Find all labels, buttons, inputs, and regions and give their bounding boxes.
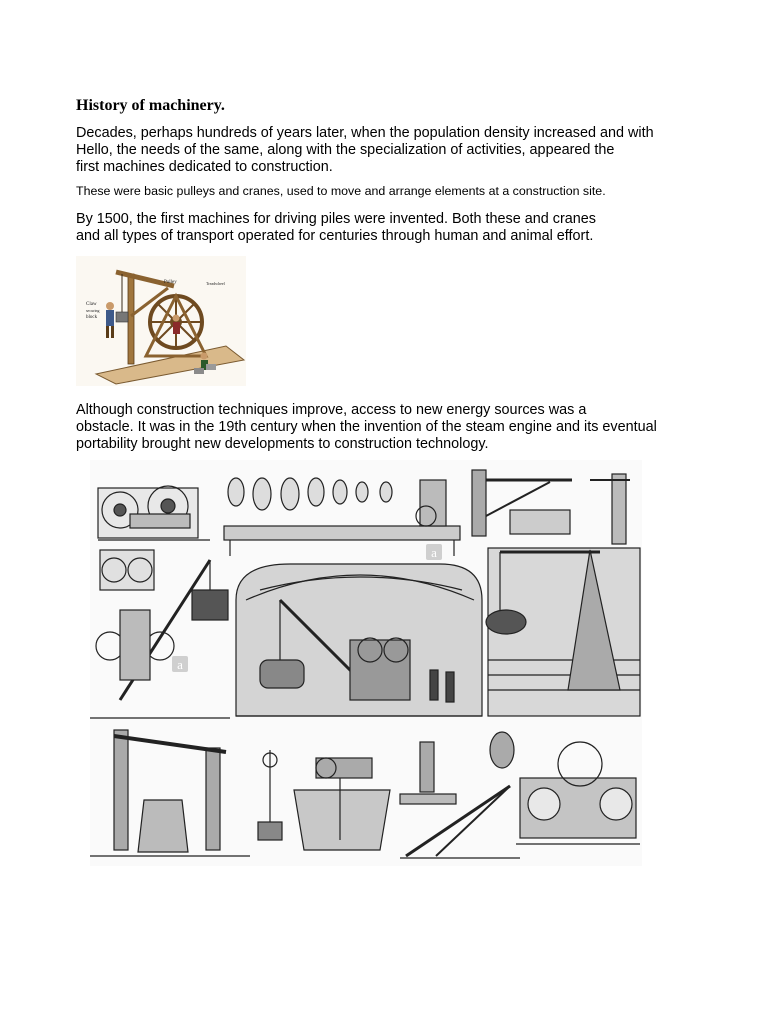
page-title: History of machinery. bbox=[76, 97, 225, 114]
label-claw: Claw bbox=[86, 302, 97, 307]
machinery-engraving-plate bbox=[90, 460, 642, 866]
steam-crane-engraving bbox=[236, 564, 482, 716]
label-treadwheel: Treadwheel bbox=[206, 281, 225, 286]
watermark-logo: a bbox=[431, 545, 437, 560]
paragraph-intro bbox=[76, 125, 654, 176]
paragraph-line: first machines dedicated to construction. bbox=[76, 159, 333, 175]
paragraph-pulleys bbox=[76, 184, 606, 199]
paragraph-line: portability brought new developments to construction technology. bbox=[76, 436, 489, 452]
label-pulley: Pulley bbox=[164, 280, 177, 285]
winch-engraving bbox=[98, 486, 210, 540]
harbor-crane-engraving bbox=[486, 548, 640, 716]
medieval-crane-illustration bbox=[76, 256, 246, 386]
paragraph-steam bbox=[76, 402, 657, 453]
label-block: block bbox=[86, 315, 98, 320]
paragraph-line: Decades, perhaps hundreds of years later, when the population density increased and with bbox=[76, 125, 654, 141]
paragraph-1500 bbox=[76, 211, 596, 245]
paragraph-line: Although construction techniques improve, access to new energy sources was a bbox=[76, 402, 587, 418]
paragraph-line: and all types of transport operated for centuries through human and animal effort. bbox=[76, 228, 594, 244]
paragraph-line: Hello, the needs of the same, along with the specialization of activities, appeared the bbox=[76, 142, 615, 158]
label-securing: securing bbox=[86, 308, 100, 313]
paragraph-line: obstacle. It was in the 19th century when the invention of the steam engine and its eventual bbox=[76, 419, 657, 435]
paragraph-line: These were basic pulleys and cranes, used to move and arrange elements at a construction site. bbox=[76, 184, 606, 198]
paragraph-line: By 1500, the first machines for driving piles were invented. Both these and cranes bbox=[76, 211, 596, 227]
watermark-logo: a bbox=[177, 657, 183, 672]
